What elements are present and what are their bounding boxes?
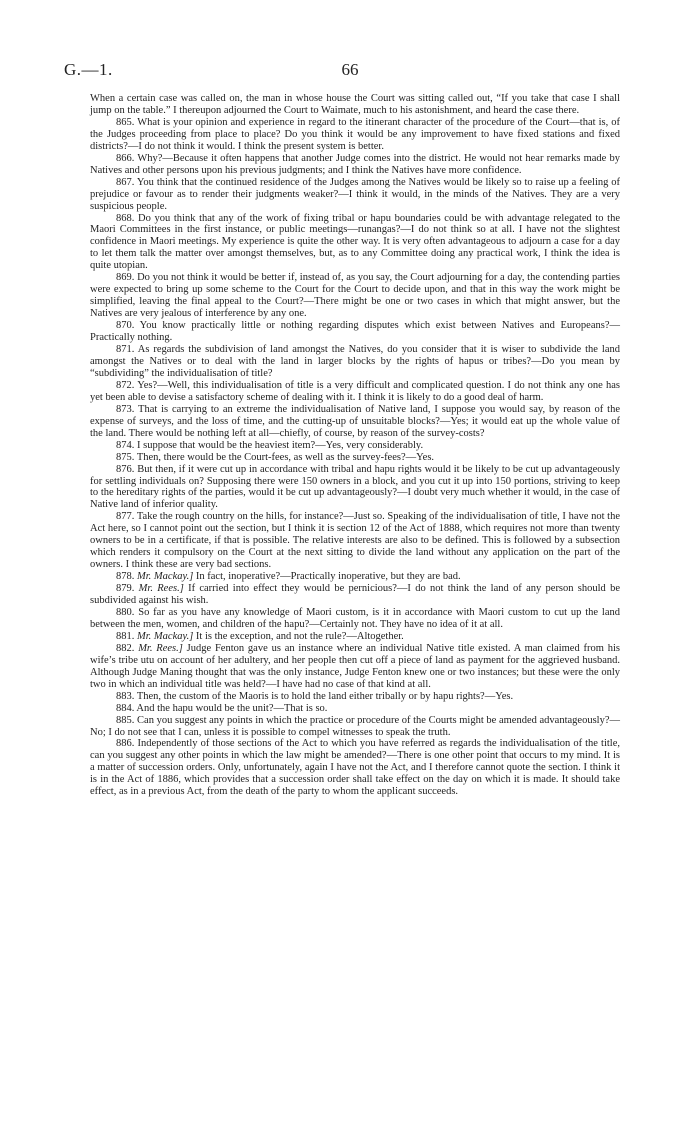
paragraph — [90, 380, 620, 404]
paragraph — [90, 715, 620, 739]
paragraph-text: Then, the custom of the Maoris is to hold the land either tribally or by hapu rights?—Yes. — [136, 690, 514, 702]
paragraph — [90, 117, 620, 153]
paragraph-text: And the hapu would be the unit?—That is so. — [136, 702, 328, 714]
paragraph-text: Then, there would be the Court-fees, as well as the survey-fees?—Yes. — [136, 451, 435, 463]
speaker-label: Mr. Rees.] — [138, 642, 183, 654]
paragraph — [90, 631, 620, 643]
paragraph-text: That is carrying to an extreme the individualisation of Native land, I suppose you would say, by reason of the expense of surveys, and the loss of time, and the cutting-up of unsuitable blocks?—Yes; it would eat up the whole value of the land. There would be nothing left at all—chiefly, of course, by reason of the survey-costs? — [90, 403, 620, 439]
question-number: 886. — [116, 738, 135, 750]
paragraph-text: But then, if it were cut up in accordance with tribal and hapu rights would it be likely to be cut up advantageously for settling individuals on? Supposing there were 150 owners in a block, and you cut it up into 150 portions, striving to keep to the hereditary rights of the parties, would it be cut up advantageously?—I doubt very much whether it would, in the case of Native land of inferior quality. — [90, 463, 621, 511]
paragraph — [90, 643, 620, 691]
paragraph — [90, 153, 620, 177]
paragraph-text: You think that the continued residence of the Judges among the Natives would be likely so to raise up a feeling of prejudice or favour as to render their judgments weaker?—I think it would, in the minds of the Natives. They are a very suspicious people. — [90, 176, 620, 212]
report-reference: G.—1. — [64, 60, 113, 79]
paragraph-text: Can you suggest any points in which the practice or procedure of the Courts might be amended advantageously?—No; I do not see that I can, unless it is possible to compel witnesses to speak the truth. — [90, 714, 620, 738]
paragraph-text: What is your opinion and experience in regard to the itinerant character of the procedure of the Court—that is, of the Judges proceeding from place to place? Do you think it would be any improvement to have fixed stations and fixed districts?—I do not think it would. I think the present system is better. — [90, 116, 620, 152]
paragraph-text: Independently of those sections of the Act to which you have referred as regards the individualisation of the title, can you suggest any other points in which the law might be amended?—There is one other point that occurs to my mind. It is a matter of succession orders. Only, unfortunately, again I have not the Act, and I therefore cannot quote the section. I think it is in the Act of 1886, which provides that a succession order shall take effect on the day on which it is made. It should take effect, as in a previous Act, from the death of the party to whom the applicant succeeds. — [90, 738, 620, 798]
paragraph — [90, 272, 620, 320]
paragraph-text: So far as you have any knowledge of Maori custom, is it in accordance with Maori custom to cut up the land between the men, women, and children of the hapu?—Certainly not. They have no idea of it at all. — [90, 606, 621, 630]
question-number: 884. — [116, 702, 135, 714]
paragraph — [90, 607, 620, 631]
paragraph-text: If carried into effect they would be pernicious?—I do not think the land of any person should be subdivided against his wish. — [90, 583, 621, 607]
question-number: 869. — [116, 272, 135, 284]
paragraph — [90, 464, 620, 512]
paragraph-text: When a certain case was called on, the man in whose house the Court was sitting called out, “If you take that case I shall jump on the table.” I thereupon adjourned the Court to Waimate, much to his astonishment, and heard the case there. — [90, 93, 620, 116]
question-number: 883. — [116, 690, 135, 702]
paragraph — [90, 511, 620, 571]
page-number: 66 — [341, 60, 359, 79]
question-number: 872. — [116, 379, 135, 391]
paragraph — [90, 691, 620, 703]
question-number: 874. — [116, 439, 135, 451]
paragraph-text: As regards the subdivision of land amongst the Natives, do you consider that it is wiser to subdivide the land amongst the Natives or to deal with the land in larger blocks by the rights of hapus or tribes?—Do you mean by “subdividing” the individualisation of title? — [90, 344, 620, 379]
question-number: 873. — [116, 403, 135, 415]
paragraph — [90, 93, 620, 117]
paragraph — [90, 440, 620, 452]
document-body — [90, 93, 620, 798]
question-number: 875. — [116, 451, 135, 463]
paragraph — [90, 213, 620, 273]
question-number: 867. — [116, 176, 135, 188]
paragraph-text: Judge Fenton gave us an instance where an individual Native title existed. A man claimed from his wife’s tribe utu on account of her adultery, and her people then cut off a piece of land as payment for the aggrieved husband. Although Judge Maning thought that was the only instance, Judge Fenton knew one or two instances; but these were the only two in which an individual title was held?—I have had no case of that kind at all. — [90, 642, 620, 690]
speaker-label: Mr. Rees.] — [138, 583, 184, 595]
paragraph-text: It is the exception, and not the rule?—Altogether. — [193, 630, 404, 642]
paragraph — [90, 738, 620, 798]
paragraph-text: Do you think that any of the work of fixing tribal or hapu boundaries could be with advantage relegated to the Maori Committees in the first instance, or public meetings—runangas?—I do not think so at all. I have not the slightest confidence in Maori meetings. My experience is quite the other way. It is very often advantageous to adjourn a case for a day to let them talk the matter over amongst themselves, but, as to any Committee doing any practical work, I think the idea is quite utopian. — [90, 212, 621, 272]
speaker-label: Mr. Mackay.] — [137, 630, 194, 642]
paragraph-text: Do you not think it would be better if, instead of, as you say, the Court adjourning for a day, the contending parties were expected to bring up some scheme to the Court for the Court to decide upon, and that in this way the work might be simplified, leaving the final appeal to the Court?—There might be one or two cases in which that might answer, but the Natives are very jealous of interference by any one. — [90, 272, 621, 320]
paragraph-text: You know practically little or nothing regarding disputes which exist between Natives and Europeans?—Practically nothing. — [90, 320, 620, 344]
speaker-label: Mr. Mackay.] — [137, 571, 194, 583]
question-number: 870. — [116, 320, 135, 332]
paragraph-text: Why?—Because it often happens that another Judge comes into the district. He would not hear remarks made by Natives and other persons upon his previous judgments; and I think the Natives have more confidence. — [90, 152, 621, 176]
question-number: 865. — [116, 116, 135, 128]
paragraph — [90, 177, 620, 213]
question-number: 881. — [116, 630, 135, 642]
paragraph — [90, 404, 620, 440]
paragraph-text: Take the rough country on the hills, for instance?—Just so. Speaking of the individualisation of title, I have not the Act here, so I cannot point out the section, but I think it is section 12 of the Act of 1888, which requires not more than twenty owners to be in a certificate, if that is possible. The relative interests are also to be defined. This is followed by a subsection which renders it compulsory on the Court at the next sitting to divide the land without any application on the part of the owners. I think these are very bad sections. — [90, 511, 621, 571]
paragraph-text: I suppose that would be the heaviest item?—Yes, very considerably. — [137, 439, 424, 451]
question-number: 878. — [116, 571, 135, 583]
paragraph-text: In fact, inoperative?—Practically inoperative, but they are bad. — [193, 571, 461, 583]
question-number: 879. — [116, 583, 135, 595]
paragraph — [90, 583, 620, 607]
question-number: 877. — [116, 511, 135, 523]
question-number: 876. — [116, 463, 135, 475]
paragraph — [90, 320, 620, 344]
question-number: 885. — [116, 714, 135, 726]
question-number: 868. — [116, 212, 135, 224]
question-number: 871. — [116, 344, 135, 356]
paragraph — [90, 344, 620, 380]
paragraph — [90, 571, 620, 583]
paragraph-text: Yes?—Well, this individualisation of title is a very difficult and complicated question. I do not think any one has yet been able to devise a satisfactory scheme of dealing with it. I think it is likely to do a good deal of harm. — [90, 379, 620, 403]
paragraph — [90, 703, 620, 715]
question-number: 882. — [116, 642, 135, 654]
question-number: 866. — [116, 152, 135, 164]
paragraph — [90, 452, 620, 464]
question-number: 880. — [116, 606, 135, 618]
